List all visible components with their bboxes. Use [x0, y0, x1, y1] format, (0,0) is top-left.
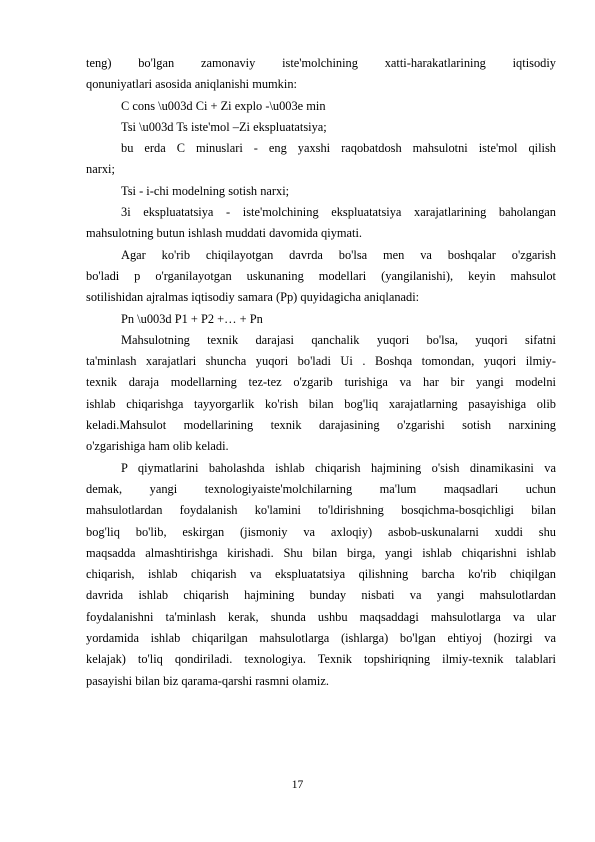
text-line: maqsadda almashtirishga kirishadi. Shu bilan birga, yangi ishlab chiqarishni ishlab — [86, 545, 556, 560]
text-line: yordamida ishlab chiqarilgan mahsulotlarga (ishlarga) bo'lgan ehtiyoj (hozirgi va — [86, 631, 556, 646]
text-line: demak, yangi texnologiyaiste'molchilarning ma'lum maqsadlari uchun — [86, 481, 556, 496]
text-line: foydalanishni ta'minlash kerak, shunda ushbu maqsaddagi mahsulotlarga va ular — [86, 609, 556, 624]
text-line: mahsulotning butun ishlash muddati davomida qiymati. — [86, 226, 363, 241]
text-line: C cons \u003d Ci + Zi explo -\u003e min — [121, 98, 326, 113]
page-number: 17 — [291, 779, 304, 791]
text-line: Mahsulotning texnik darajasi qanchalik yuqori bo'lsa, yuqori sifatni — [121, 332, 556, 347]
document-body — [86, 53, 556, 692]
text-line: 3i ekspluatatsiya - iste'molchining ekspluatatsiya xarajatlarining baholangan — [121, 205, 556, 220]
text-line: davrida ishlab chiqarish hajmining bunday nisbati va yangi mahsulotlardan — [86, 588, 556, 603]
text-line: narxi; — [86, 162, 115, 177]
text-line: keladi.Mahsulot modellarining texnik darajasining o'zgarishi sotish narxining — [86, 418, 556, 433]
text-line: bo'ladi p o'rganilayotgan uskunaning modellari (yangilanishi), keyin mahsulot — [86, 268, 556, 283]
text-line: texnik daraja modellarning tez-tez o'zgarib turishiga va har bir yangi modelni — [86, 375, 556, 390]
text-line: mahsulotlardan foydalanish ko'lamini to'ldirishning bosqichma-bosqichligi bilan — [86, 503, 556, 518]
text-line: teng) bo'lgan zamonaviy iste'molchining xatti-harakatlarining iqtisodiy — [86, 56, 556, 70]
text-line: sotilishidan ajralmas iqtisodiy samara (Pp) quyidagicha aniqlanadi: — [86, 290, 420, 305]
text-line: kelajak) to'liq qondiriladi. texnologiya. Texnik topshiriqning ilmiy-texnik talablari — [86, 652, 556, 667]
text-line: Pn \u003d P1 + P2 +… + Pn — [121, 311, 263, 326]
text-line: ta'minlash xarajatlari shuncha yuqori bo'ladi Ui . Boshqa tomondan, yuqori ilmiy- — [86, 354, 556, 369]
text-line: Tsi \u003d Ts iste'mol –Zi ekspluatatsiya; — [121, 119, 327, 134]
text-line: Tsi - i-chi modelning sotish narxi; — [121, 183, 290, 198]
text-line: Agar ko'rib chiqilayotgan davrda bo'lsa men va boshqalar o'zgarish — [121, 247, 556, 262]
text-line: qonuniyatlari asosida aniqlanishi mumkin: — [86, 77, 297, 92]
text-line: bu erda C minuslari - eng yaxshi raqobatdosh mahsulotni iste'mol qilish — [121, 141, 556, 156]
text-line: bog'liq bo'lib, eskirgan (jismoniy va axloqiy) asbob-uskunalarni xuddi shu — [86, 524, 556, 539]
text-line: P qiymatlarini baholashda ishlab chiqarish hajmining o'sish dinamikasini va — [121, 460, 556, 475]
text-line: pasayishi bilan biz qarama-qarshi rasmni olamiz. — [86, 673, 329, 688]
text-line: o'zgarishiga ham olib keladi. — [86, 439, 229, 454]
text-line: chiqarish, ishlab chiqarish va ekspluatatsiya qilishning barcha ko'rib chiqilgan — [86, 567, 556, 582]
text-line: ishlab chiqarishga tayyorgarlik ko'rish bilan bog'liq xarajatlarning pasayishiga olib — [86, 396, 556, 411]
